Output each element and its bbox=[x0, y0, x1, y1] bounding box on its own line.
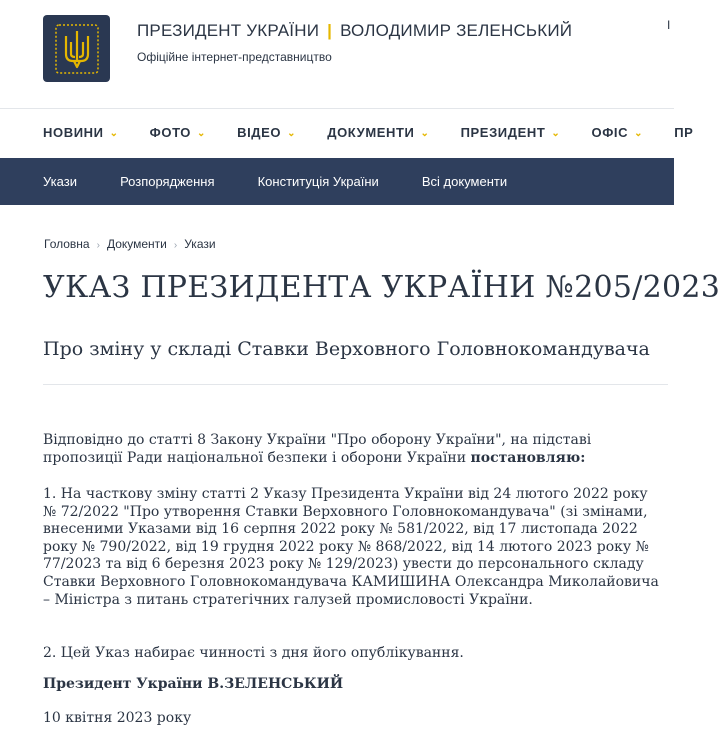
chevron-down-icon: ⌄ bbox=[287, 128, 297, 139]
chevron-down-icon: ⌄ bbox=[634, 128, 644, 139]
main-nav-item-documents[interactable]: ДОКУМЕНТИ ⌄ bbox=[327, 109, 429, 157]
main-nav-item-president[interactable]: ПРЕЗИДЕНТ ⌄ bbox=[461, 109, 561, 157]
main-nav-item-news[interactable]: НОВИНИ ⌄ bbox=[43, 109, 119, 157]
breadcrumb-documents[interactable]: Документи bbox=[106, 237, 167, 251]
trident-emblem-icon[interactable] bbox=[43, 15, 110, 82]
chevron-down-icon: ⌄ bbox=[420, 128, 430, 139]
breadcrumb-home[interactable]: Головна bbox=[44, 237, 90, 251]
decree-intro bbox=[43, 432, 661, 467]
site-title-president: ПРЕЗИДЕНТ УКРАЇНИ bbox=[137, 21, 320, 40]
site-header bbox=[0, 0, 674, 109]
breadcrumb bbox=[44, 237, 216, 251]
breadcrumb-decrees[interactable]: Укази bbox=[184, 237, 216, 251]
main-nav bbox=[0, 109, 694, 157]
site-title[interactable] bbox=[137, 21, 572, 41]
decree-item-2: 2. Цей Указ набирає чинності з дня його опублікування. bbox=[43, 645, 464, 661]
decree-date: 10 квітня 2023 року bbox=[43, 710, 192, 726]
divider bbox=[43, 384, 668, 385]
site-title-name: ВОЛОДИМИР ЗЕЛЕНСЬКИЙ bbox=[340, 21, 573, 40]
main-nav-item-photo[interactable]: ФОТО ⌄ bbox=[150, 109, 206, 157]
page-title: УКАЗ ПРЕЗИДЕНТА УКРАЇНИ №205/2023 bbox=[43, 270, 720, 305]
main-nav-item-partial[interactable]: ПР bbox=[674, 125, 694, 140]
sub-nav-item-orders[interactable]: Розпорядження bbox=[120, 174, 215, 189]
chevron-down-icon: ⌄ bbox=[109, 128, 119, 139]
documents-sub-nav bbox=[0, 158, 674, 205]
page-subtitle: Про зміну у складі Ставки Верховного Головнокомандувача bbox=[43, 338, 650, 360]
site-subtitle: Офіційне інтернет-представництво bbox=[137, 50, 332, 64]
decree-signature: Президент України В.ЗЕЛЕНСЬКИЙ bbox=[43, 676, 344, 692]
main-nav-item-video[interactable]: ВІДЕО ⌄ bbox=[237, 109, 296, 157]
chevron-right-icon: › bbox=[173, 240, 178, 251]
sub-nav-item-constitution[interactable]: Конституція України bbox=[257, 174, 379, 189]
chevron-down-icon: ⌄ bbox=[197, 128, 206, 139]
chevron-right-icon: › bbox=[96, 240, 100, 251]
sub-nav-item-all-documents[interactable]: Всі документи bbox=[421, 174, 508, 189]
decree-intro-bold: постановляю: bbox=[470, 449, 586, 466]
language-switch[interactable]: I bbox=[667, 18, 671, 32]
decree-intro-text: Відповідно до статті 8 Закону України "Про оборону України", на підставі пропозиції Ради національної безпеки і оборони України bbox=[43, 432, 592, 466]
main-nav-item-office[interactable]: ОФІС ⌄ bbox=[592, 109, 644, 157]
chevron-down-icon: ⌄ bbox=[551, 128, 561, 139]
decree-item-1: 1. На часткову зміну статті 2 Указу Президента України від 24 лютого 2022 року № 72/2022 "Про утворення Ставки Верховного Головнокомандувача" (зі змінами, внесеними Указами від 16 серпня 2022 року № 581/2022, від 17 листопада 2022 року № 790/2022, від 19 грудня 2022 року № 868/2022, від 14 лютого 2023 року № 77/2023 та від 6 березня 2023 року № 129/2023) увести до персонального складу Ставки Верховного Головнокомандувача КАМИШИНА Олександра Миколайовича – Міністра з питань стратегічних галузей промисловості України. bbox=[43, 486, 659, 608]
sub-nav-item-decrees[interactable]: Укази bbox=[43, 174, 77, 189]
title-separator: | bbox=[327, 21, 333, 40]
